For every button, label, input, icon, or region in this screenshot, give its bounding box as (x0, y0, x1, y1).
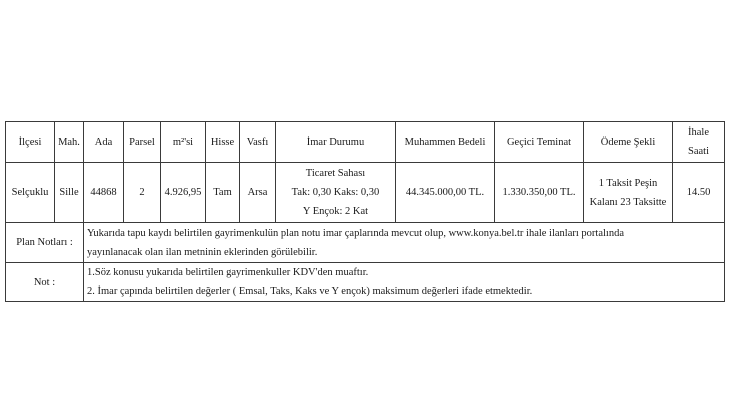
plan-notes-row (6, 223, 725, 263)
header-muhammen: Muhammen Bedeli (396, 122, 495, 163)
cell-teminat: 1.330.350,00 TL. (495, 163, 584, 223)
cell-muhammen: 44.345.000,00 TL. (396, 163, 495, 223)
note-text (84, 263, 725, 302)
cell-vasfi: Arsa (240, 163, 276, 223)
header-m2: m²'si (161, 122, 206, 163)
cell-ilce: Selçuklu (6, 163, 55, 223)
cell-mah: Sille (55, 163, 84, 223)
table-row (6, 163, 725, 223)
header-imar: İmar Durumu (276, 122, 396, 163)
header-row (6, 122, 725, 163)
cell-imar (276, 163, 396, 223)
plan-notes-line2: yayınlanacak olan ilan metninin eklerinden görülebilir. (87, 246, 318, 258)
plan-notes-line1: Yukarıda tapu kaydı belirtilen gayrimenkulün plan notu imar çaplarında mevcut olup, www.konya.bel.tr ihale ilanları portalında (87, 227, 624, 239)
plan-notes-label: Plan Notları : (6, 223, 84, 263)
cell-saat: 14.50 (673, 163, 725, 223)
note-line2: 2. İmar çapında belirtilen değerler ( Emsal, Taks, Kaks ve Y ençok) maksimum değerleri ifade etmektedir. (87, 286, 533, 297)
imar-line1: Ticaret Sahası (305, 168, 366, 179)
header-saat (673, 122, 725, 163)
header-hisse: Hisse (206, 122, 240, 163)
note-row (6, 263, 725, 302)
auction-table (5, 121, 725, 302)
header-saat-line1: İhale (688, 127, 709, 138)
cell-ada: 44868 (84, 163, 124, 223)
plan-notes-text (84, 223, 725, 263)
header-ilce: İlçesi (6, 122, 55, 163)
header-saat-line2: Saati (688, 146, 709, 157)
header-parsel: Parsel (124, 122, 161, 163)
header-odeme: Ödeme Şekli (584, 122, 673, 163)
cell-parsel: 2 (124, 163, 161, 223)
note-label: Not : (6, 263, 84, 302)
cell-odeme (584, 163, 673, 223)
imar-line2: Tak: 0,30 Kaks: 0,30 (291, 187, 380, 198)
odeme-line1: 1 Taksit Peşin (598, 177, 658, 189)
header-teminat: Geçici Teminat (495, 122, 584, 163)
cell-hisse: Tam (206, 163, 240, 223)
header-ada: Ada (84, 122, 124, 163)
header-vasfi: Vasfı (240, 122, 276, 163)
cell-m2: 4.926,95 (161, 163, 206, 223)
note-line1: 1.Söz konusu yukarıda belirtilen gayrimenkuller KDV'den muaftır. (87, 267, 369, 278)
imar-line3: Y Ençok: 2 Kat (302, 206, 369, 217)
odeme-line2: Kalanı 23 Taksitte (589, 196, 667, 208)
header-mah: Mah. (55, 122, 84, 163)
